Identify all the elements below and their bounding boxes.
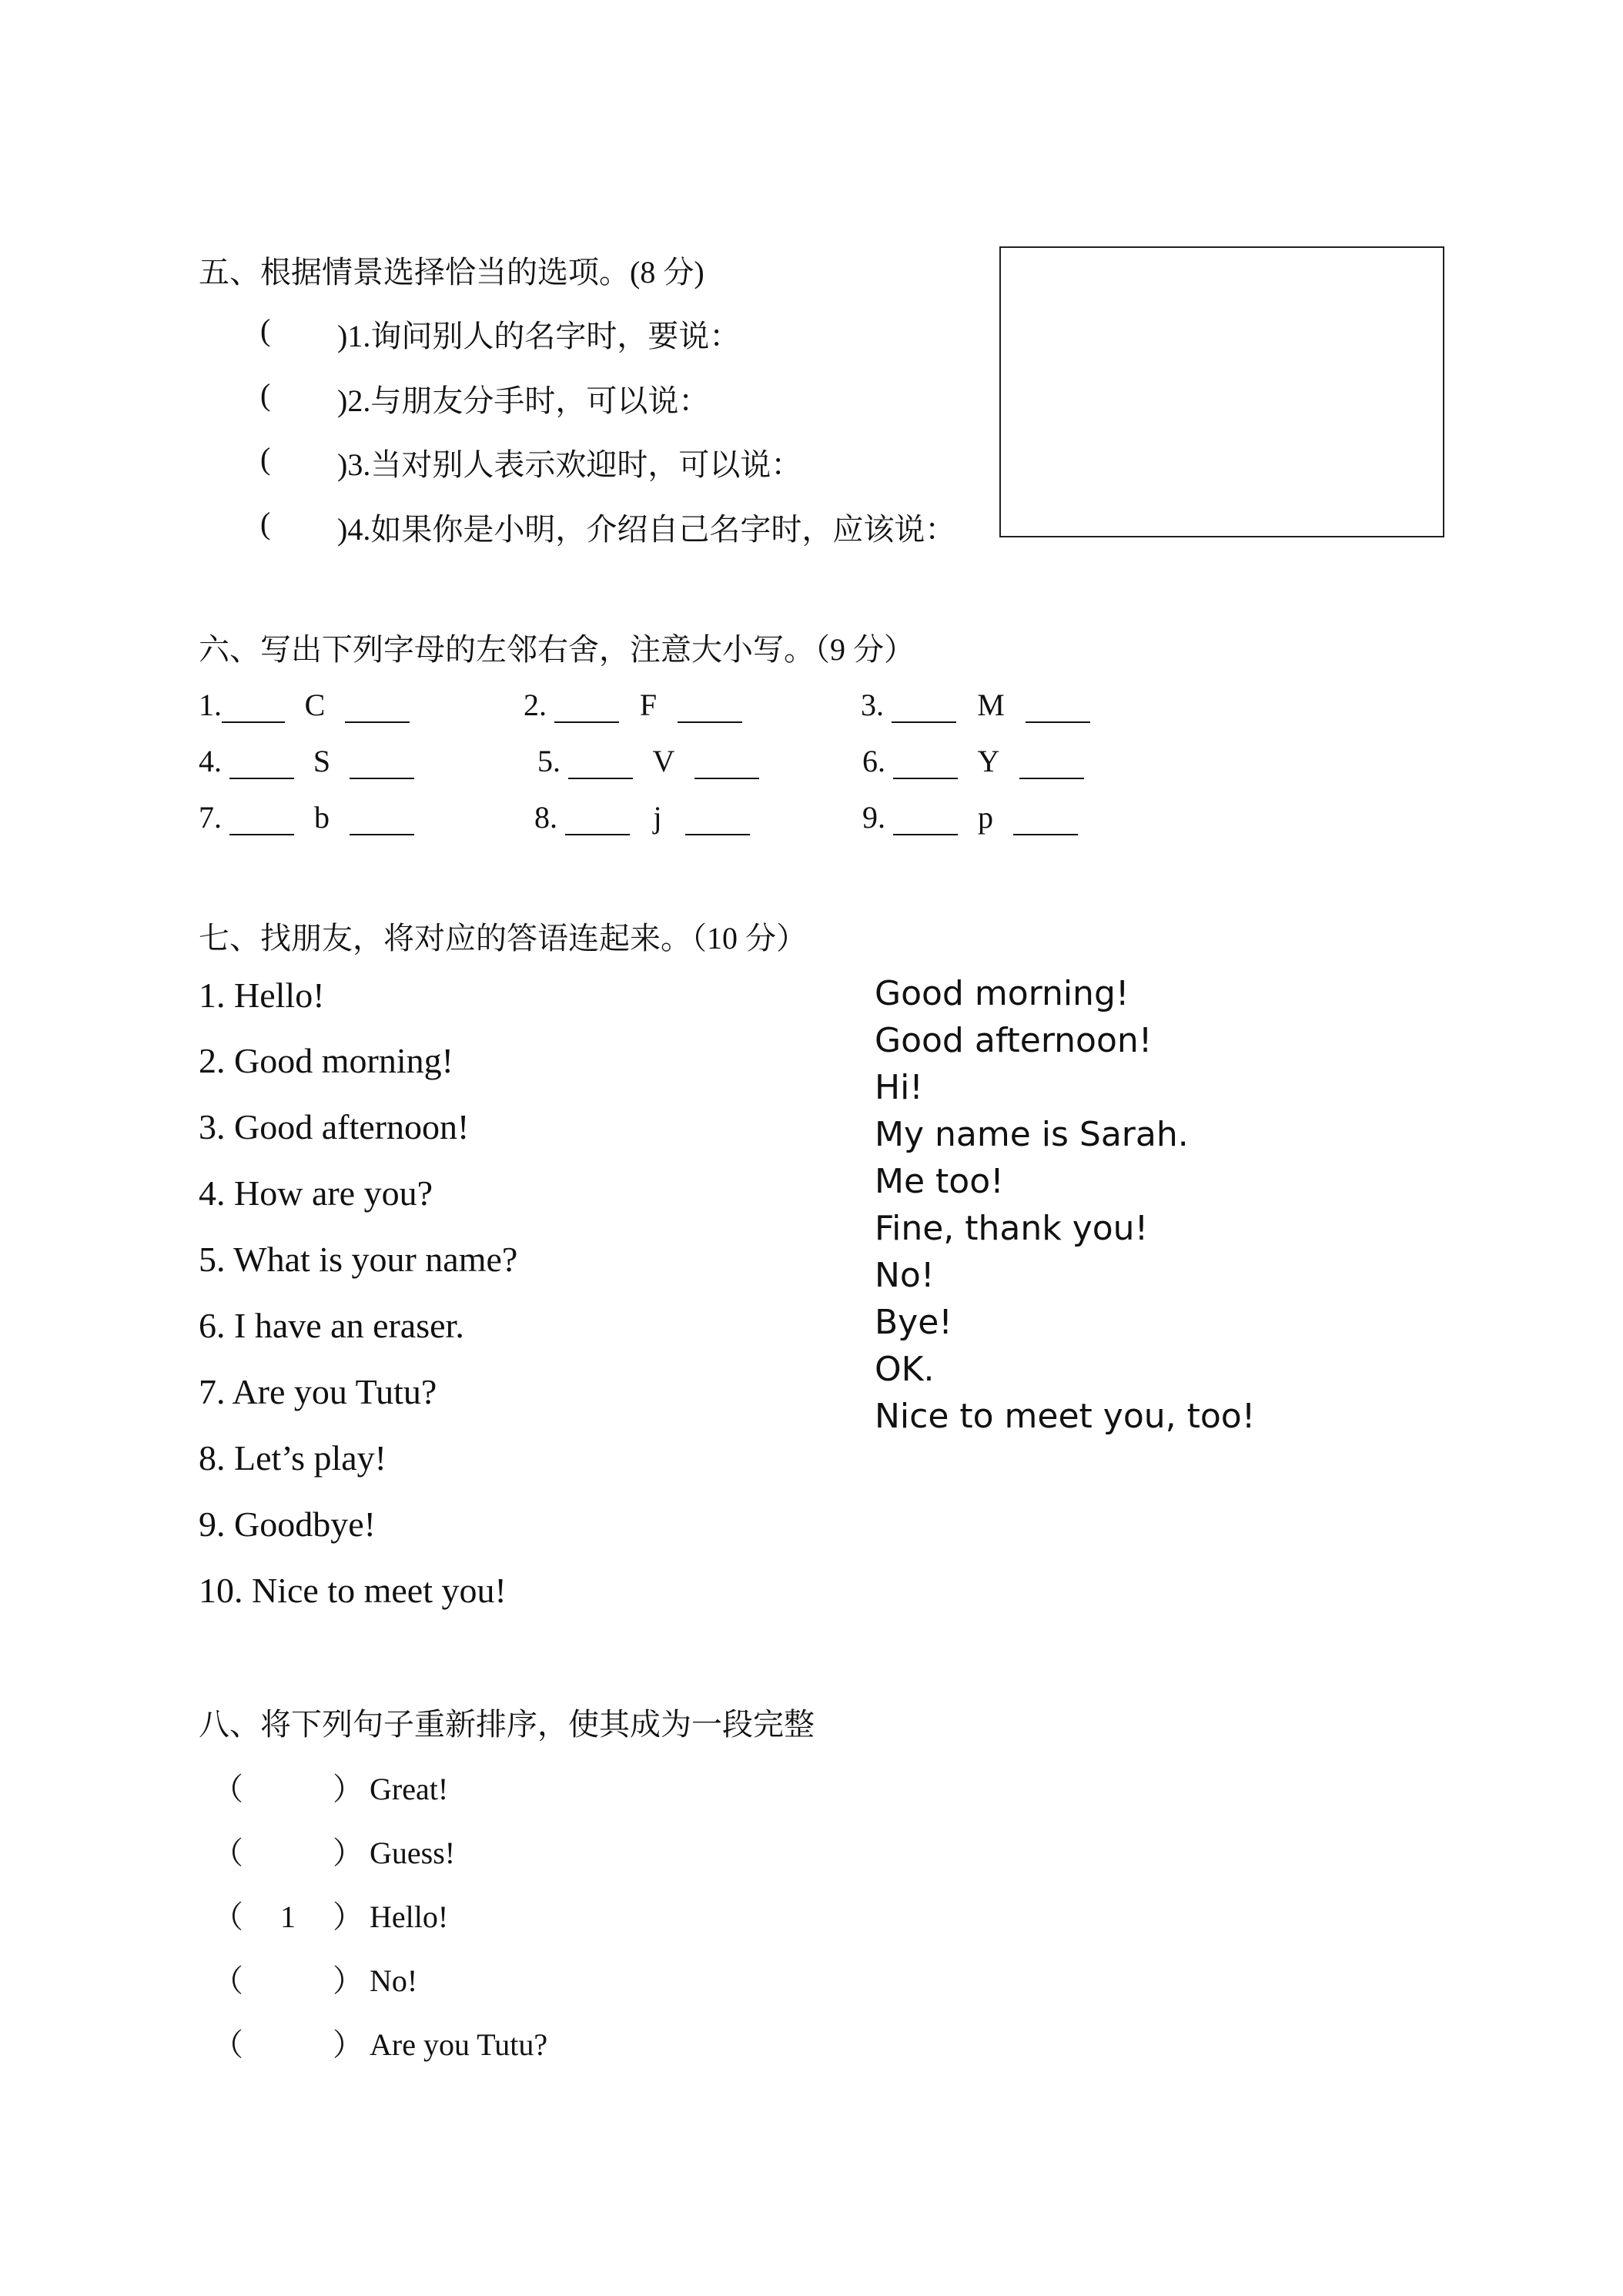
letter: b bbox=[314, 800, 330, 835]
letter: V bbox=[652, 744, 675, 778]
letter-item-7 bbox=[199, 799, 414, 835]
letter-item-8 bbox=[534, 799, 750, 835]
section-5-item-4: )4.如果你是小明，介绍自己名字时，应该说： bbox=[337, 512, 956, 547]
answer-blank[interactable] bbox=[892, 692, 956, 723]
match-question-8: 8. Let’s play! bbox=[199, 1438, 387, 1478]
open-paren: （ bbox=[212, 1963, 243, 1998]
answer-blank[interactable] bbox=[685, 805, 750, 835]
section-8-title: 八、将下列句子重新排序，使其成为一段完整 bbox=[199, 1707, 815, 1742]
match-question-4: 4. How are you? bbox=[199, 1173, 433, 1213]
order-item-2 bbox=[212, 1829, 455, 1873]
answer-paren: ( bbox=[260, 441, 271, 476]
answer-blank[interactable] bbox=[229, 748, 294, 779]
answer-blank[interactable] bbox=[893, 805, 958, 835]
order-item-4 bbox=[212, 1956, 417, 2000]
answer-blank[interactable] bbox=[1026, 692, 1090, 723]
letter-item-1 bbox=[199, 687, 410, 723]
close-paren: ） bbox=[333, 1899, 363, 1934]
answer-blank[interactable] bbox=[350, 748, 414, 779]
item-number: 4. bbox=[199, 744, 222, 778]
match-answer-4: My name is Sarah. bbox=[875, 1115, 1189, 1154]
letter: F bbox=[639, 688, 658, 722]
match-answer-5: Me too! bbox=[875, 1162, 1004, 1201]
letter: Y bbox=[977, 744, 1000, 778]
letter-item-9 bbox=[862, 799, 1078, 835]
match-answer-10: Nice to meet you, too! bbox=[875, 1397, 1256, 1436]
answer-blank[interactable] bbox=[350, 805, 414, 835]
picture-box bbox=[999, 246, 1444, 537]
match-answer-2: Good afternoon! bbox=[875, 1021, 1153, 1060]
order-item-1 bbox=[212, 1765, 448, 1809]
order-sentence: Hello! bbox=[370, 1899, 449, 1934]
match-question-1: 1. Hello! bbox=[199, 976, 325, 1015]
item-number: 6. bbox=[862, 744, 885, 778]
item-number: 3. bbox=[861, 688, 884, 722]
item-number: 7. bbox=[199, 800, 222, 835]
open-paren: （ bbox=[212, 1899, 243, 1934]
match-question-3: 3. Good afternoon! bbox=[199, 1107, 470, 1146]
answer-blank[interactable] bbox=[1019, 748, 1084, 779]
match-answer-9: OK. bbox=[875, 1350, 935, 1389]
close-paren: ） bbox=[333, 2027, 363, 2062]
match-answer-6: Fine, thank you! bbox=[875, 1209, 1149, 1248]
section-5-item-2: )2.与朋友分手时，可以说： bbox=[337, 383, 710, 418]
item-number: 1. bbox=[199, 688, 222, 722]
order-item-5 bbox=[212, 2020, 547, 2064]
answer-blank[interactable] bbox=[229, 805, 294, 835]
letter: j bbox=[653, 800, 662, 835]
item-number: 2. bbox=[524, 688, 547, 722]
letter-item-3 bbox=[861, 687, 1090, 723]
match-answer-3: Hi! bbox=[875, 1068, 923, 1107]
match-question-10: 10. Nice to meet you! bbox=[199, 1571, 507, 1610]
letter-item-5 bbox=[537, 743, 759, 779]
close-paren: ） bbox=[333, 1772, 363, 1806]
section-5-item-1: )1.询问别人的名字时，要说： bbox=[337, 319, 741, 353]
letter: M bbox=[977, 688, 1005, 722]
letter-item-4 bbox=[199, 743, 414, 779]
answer-blank[interactable] bbox=[222, 692, 285, 723]
open-paren: （ bbox=[212, 1772, 243, 1806]
match-answer-1: Good morning! bbox=[875, 974, 1129, 1013]
letter-item-2 bbox=[524, 687, 742, 723]
order-answer[interactable]: 1 bbox=[280, 1899, 296, 1934]
match-question-6: 6. I have an eraser. bbox=[199, 1306, 464, 1345]
answer-paren: ( bbox=[260, 313, 271, 347]
match-question-2: 2. Good morning! bbox=[199, 1041, 453, 1080]
item-number: 9. bbox=[862, 800, 885, 835]
answer-blank[interactable] bbox=[678, 692, 742, 723]
answer-blank[interactable] bbox=[565, 805, 630, 835]
answer-blank[interactable] bbox=[893, 748, 958, 779]
section-6-title: 六、写出下列字母的左邻右舍，注意大小写。（9 分） bbox=[199, 632, 915, 667]
open-paren: （ bbox=[212, 2027, 243, 2062]
order-sentence: Guess! bbox=[370, 1836, 456, 1870]
answer-paren: ( bbox=[260, 377, 271, 412]
open-paren: （ bbox=[212, 1836, 243, 1870]
order-sentence: Are you Tutu? bbox=[370, 2027, 548, 2062]
section-7-title: 七、找朋友，将对应的答语连起来。（10 分） bbox=[199, 921, 807, 956]
answer-blank[interactable] bbox=[1013, 805, 1078, 835]
section-5-item-3: )3.当对别人表示欢迎时，可以说： bbox=[337, 447, 802, 482]
match-question-9: 9. Goodbye! bbox=[199, 1504, 376, 1544]
match-answer-7: No! bbox=[875, 1256, 935, 1295]
item-number: 8. bbox=[534, 800, 557, 835]
letter-item-6 bbox=[862, 743, 1084, 779]
match-answer-8: Bye! bbox=[875, 1303, 952, 1342]
close-paren: ） bbox=[333, 1836, 363, 1870]
answer-blank[interactable] bbox=[694, 748, 759, 779]
item-number: 5. bbox=[537, 744, 561, 778]
answer-blank[interactable] bbox=[345, 692, 410, 723]
letter: p bbox=[978, 800, 993, 835]
letter: S bbox=[313, 744, 331, 778]
order-sentence: No! bbox=[370, 1963, 418, 1998]
answer-blank[interactable] bbox=[568, 748, 633, 779]
letter: C bbox=[304, 688, 326, 722]
match-question-7: 7. Are you Tutu? bbox=[199, 1372, 437, 1411]
order-item-3 bbox=[212, 1893, 448, 1936]
answer-paren: ( bbox=[260, 506, 271, 541]
answer-blank[interactable] bbox=[554, 692, 619, 723]
section-5-title: 五、根据情景选择恰当的选项。(8 分) bbox=[199, 255, 704, 290]
order-sentence: Great! bbox=[370, 1772, 449, 1806]
close-paren: ） bbox=[333, 1963, 363, 1998]
match-question-5: 5. What is your name? bbox=[199, 1240, 518, 1279]
